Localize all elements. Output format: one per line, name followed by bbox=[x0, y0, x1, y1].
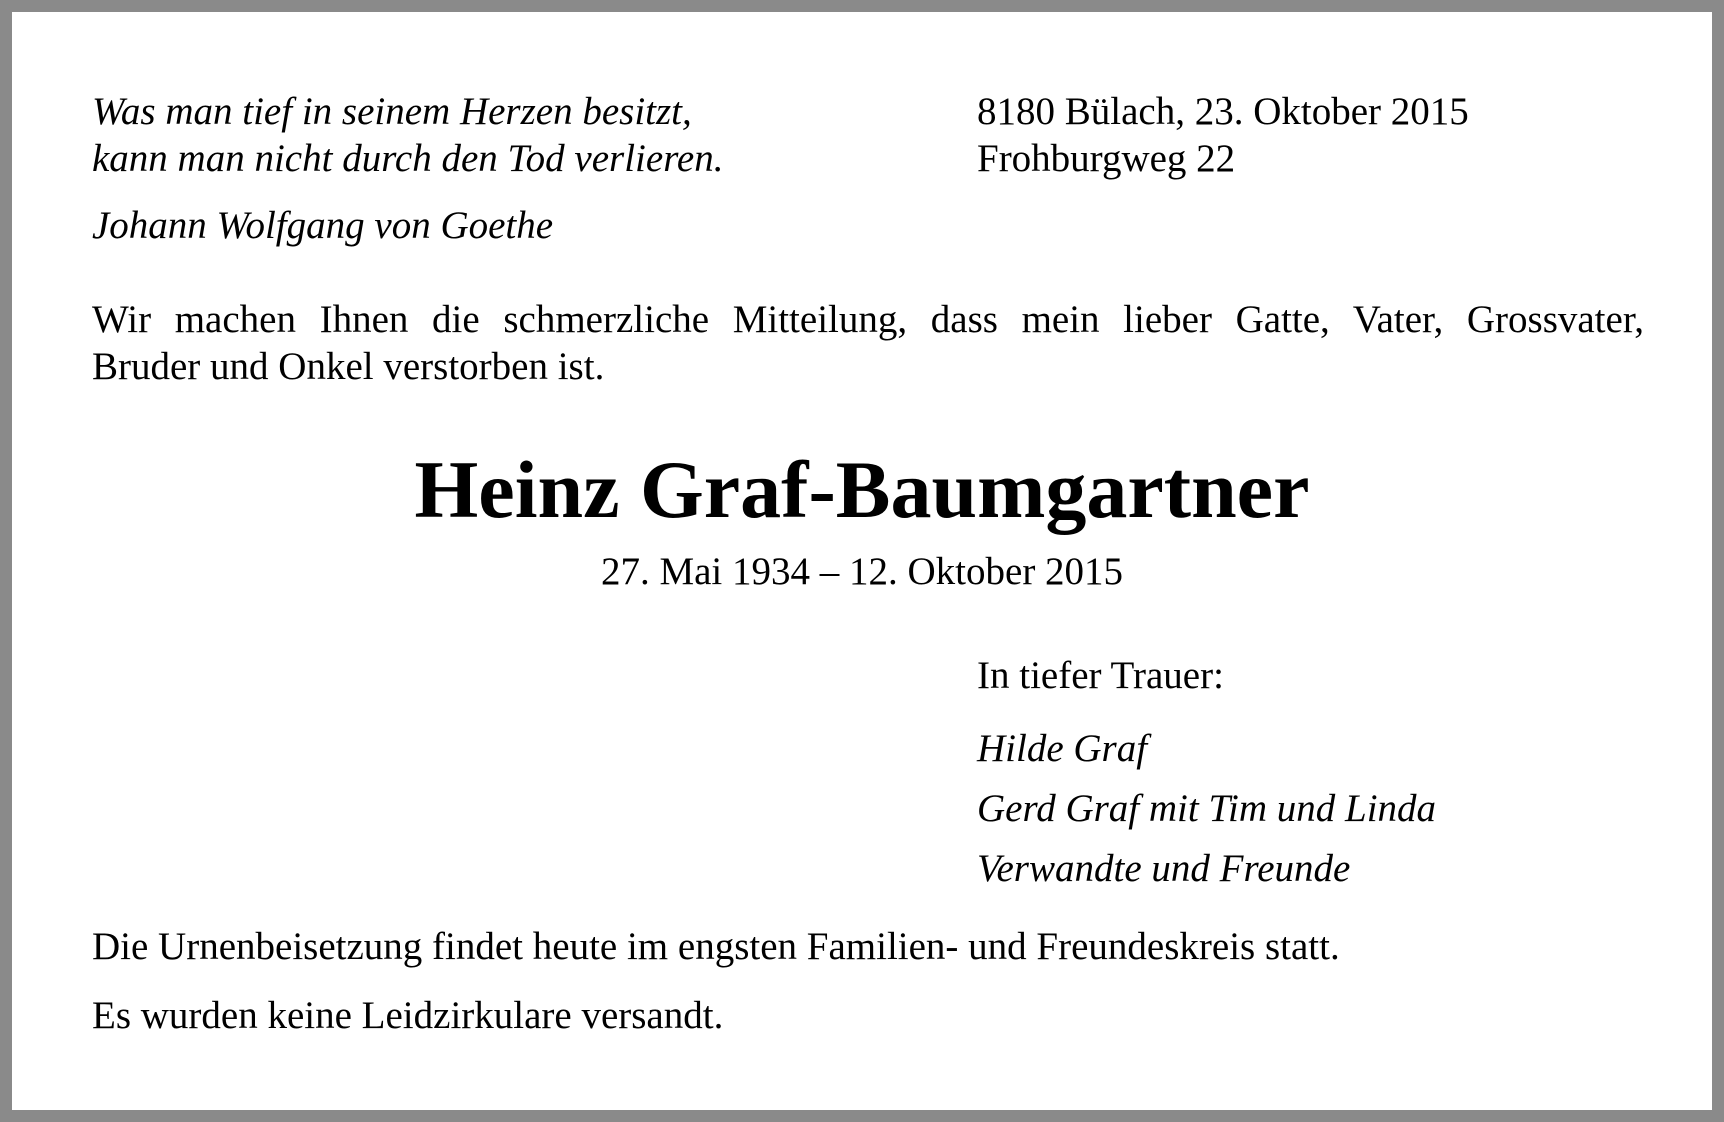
urn-burial-note: Die Urnenbeisetzung findet heute im engsten Familien- und Freundeskreis statt. bbox=[92, 925, 1340, 968]
deceased-name: Heinz Graf-Baumgartner bbox=[414, 444, 1310, 535]
place-and-date: 8180 Bülach, 23. Oktober 2015 bbox=[977, 90, 1469, 133]
obituary-notice bbox=[12, 12, 1712, 1110]
quote-line-2: kann man nicht durch den Tod verlieren. bbox=[92, 137, 724, 180]
mourner-1: Hilde Graf bbox=[977, 727, 1148, 770]
mourner-2: Gerd Graf mit Tim und Linda bbox=[977, 787, 1437, 830]
announcement-text bbox=[92, 296, 1644, 390]
funeral-notes bbox=[92, 923, 1340, 1061]
address-block bbox=[977, 88, 1469, 182]
announcement-line-2: Bruder und Onkel verstorben ist. bbox=[92, 345, 605, 388]
life-dates: 27. Mai 1934 – 12. Oktober 2015 bbox=[600, 550, 1124, 593]
street-address: Frohburgweg 22 bbox=[977, 137, 1236, 180]
announcement-line-1: Wir machen Ihnen die schmerzliche Mitteilung, dass mein lieber Gatte, Vater, Grossvater, bbox=[92, 298, 1644, 341]
mourning-heading: In tiefer Trauer: bbox=[977, 654, 1224, 697]
goethe-quote bbox=[92, 88, 723, 182]
quote-line-1: Was man tief in seinem Herzen besitzt, bbox=[92, 90, 692, 133]
quote-author: Johann Wolfgang von Goethe bbox=[92, 204, 554, 247]
mourner-3: Verwandte und Freunde bbox=[977, 847, 1351, 890]
mourners-list bbox=[977, 719, 1436, 899]
no-circulars-note: Es wurden keine Leidzirkulare versandt. bbox=[92, 994, 724, 1037]
